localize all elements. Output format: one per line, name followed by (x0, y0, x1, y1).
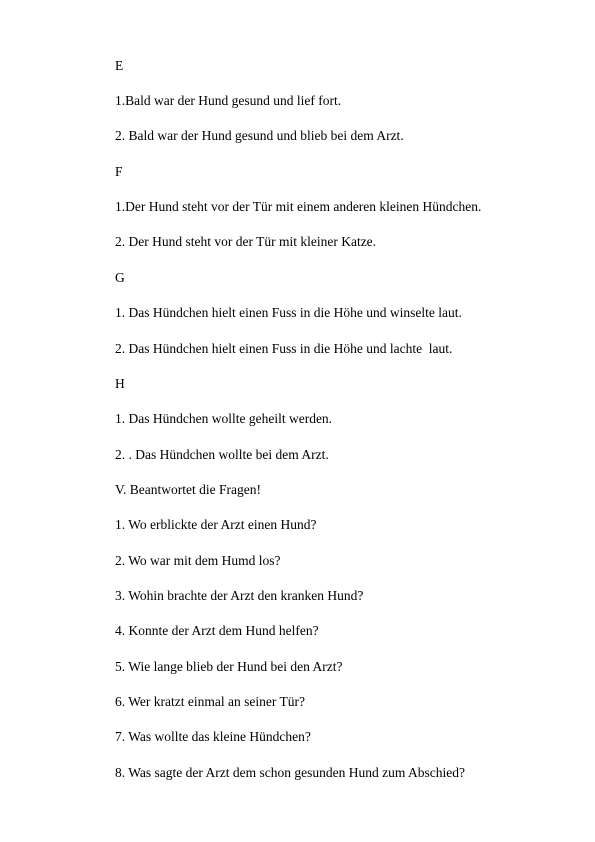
option-f-1: 1.Der Hund steht vor der Tür mit einem anderen kleinen Hündchen. (115, 199, 482, 214)
task-heading-v: V. Beantwortet die Fragen! (115, 482, 261, 497)
question-8: 8. Was sagte der Arzt dem schon gesunden Hund zum Abschied? (115, 765, 465, 780)
option-g-1: 1. Das Hündchen hielt einen Fuss in die Höhe und winselte laut. (115, 305, 462, 320)
question-1: 1. Wo erblickte der Arzt einen Hund? (115, 517, 317, 532)
question-7: 7. Was wollte das kleine Hündchen? (115, 729, 311, 744)
section-heading-f: F (115, 164, 123, 179)
option-g-2: 2. Das Hündchen hielt einen Fuss in die Höhe und lachte laut. (115, 341, 453, 356)
option-e-2: 2. Bald war der Hund gesund und blieb bei dem Arzt. (115, 128, 404, 143)
question-5: 5. Wie lange blieb der Hund bei den Arzt? (115, 659, 343, 674)
section-heading-g: G (115, 270, 125, 285)
section-heading-h: H (115, 376, 125, 391)
option-e-1: 1.Bald war der Hund gesund und lief fort. (115, 93, 342, 108)
option-f-2: 2. Der Hund steht vor der Tür mit kleiner Katze. (115, 234, 377, 249)
question-3: 3. Wohin brachte der Arzt den kranken Hund? (115, 588, 364, 603)
question-4: 4. Konnte der Arzt dem Hund helfen? (115, 623, 319, 638)
question-6: 6. Wer kratzt einmal an seiner Tür? (115, 694, 305, 709)
option-h-2: 2. . Das Hündchen wollte bei dem Arzt. (115, 447, 329, 462)
section-heading-e: E (115, 58, 124, 73)
question-2: 2. Wo war mit dem Humd los? (115, 553, 281, 568)
option-h-1: 1. Das Hündchen wollte geheilt werden. (115, 411, 333, 426)
